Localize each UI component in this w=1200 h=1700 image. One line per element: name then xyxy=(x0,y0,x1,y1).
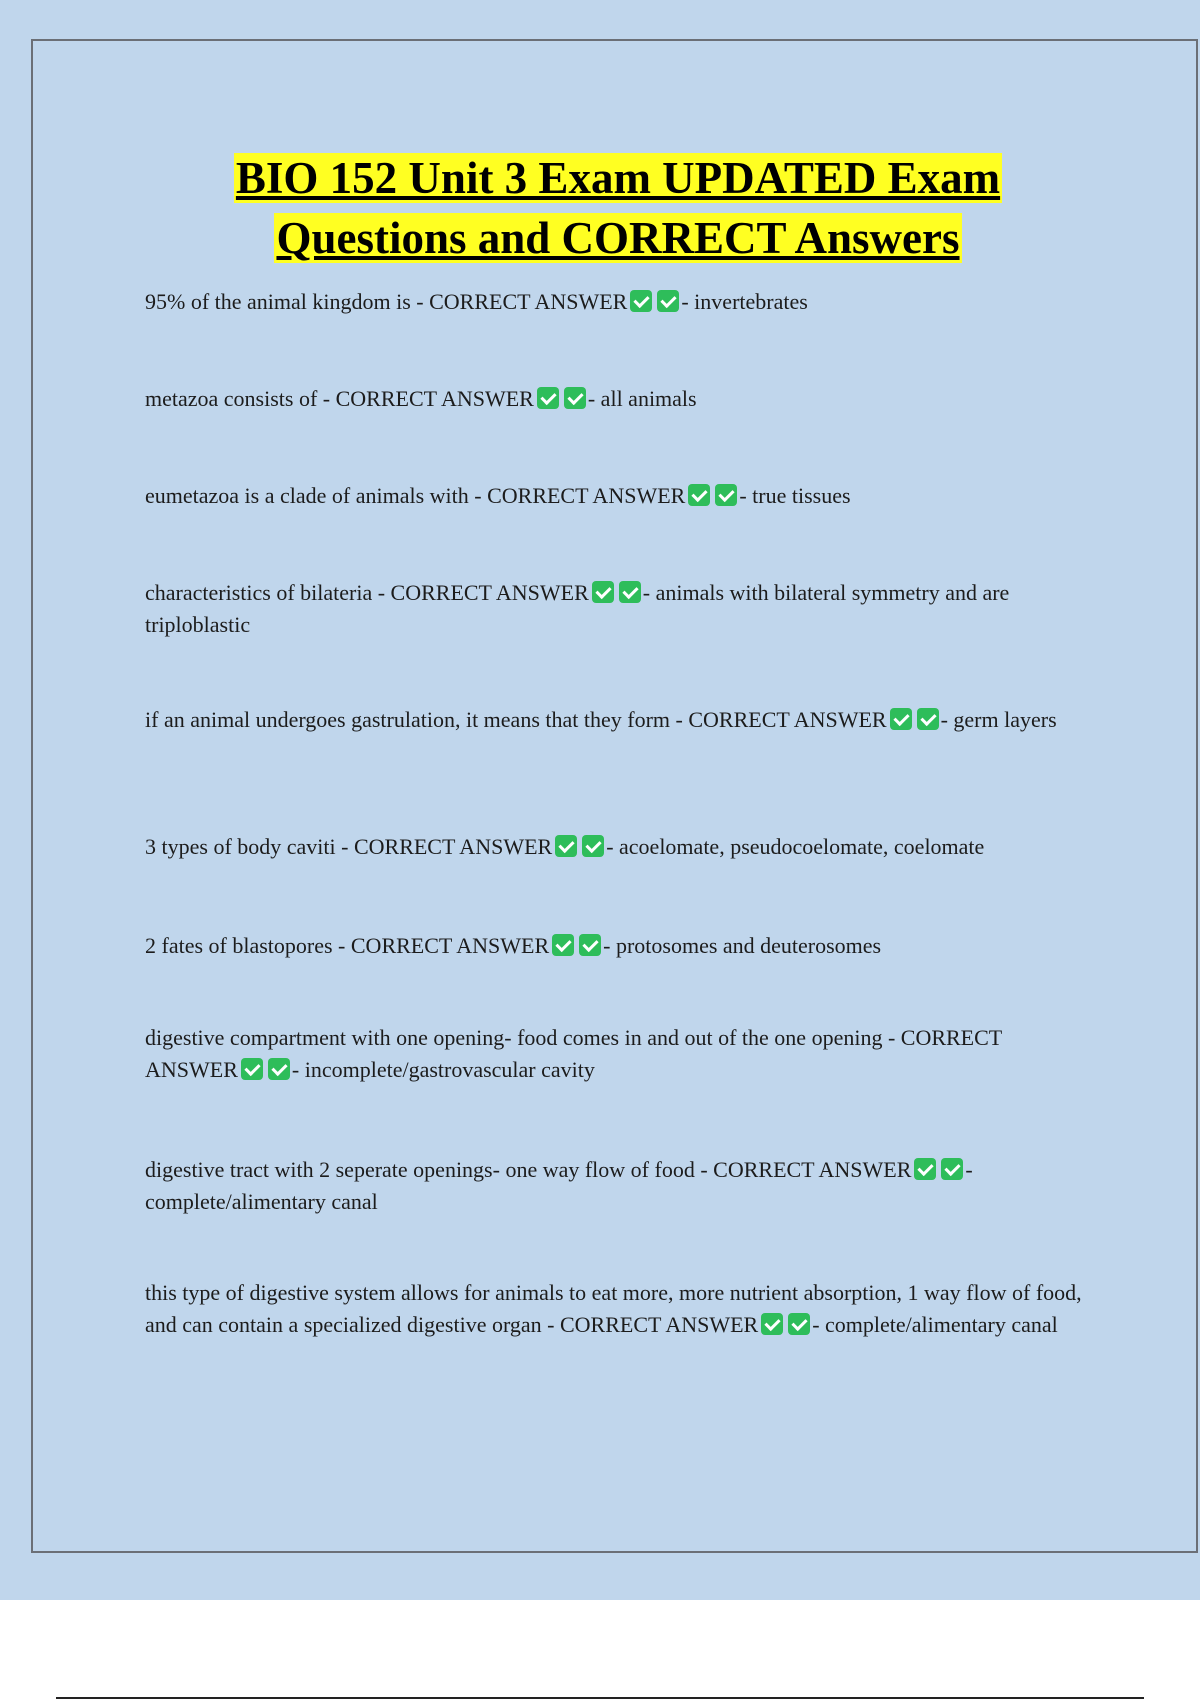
question-text: eumetazoa is a clade of animals with - CORRECT ANSWER xyxy=(145,483,686,508)
check-box-icon xyxy=(917,708,939,730)
check-box-icon xyxy=(788,1313,810,1335)
question-text: 3 types of body caviti - CORRECT ANSWER xyxy=(145,834,553,859)
check-box-icon xyxy=(537,387,559,409)
check-box-icon xyxy=(630,290,652,312)
check-box-icon xyxy=(268,1058,290,1080)
answer-text: - invertebrates xyxy=(681,289,808,314)
qa-item xyxy=(145,930,1095,962)
check-box-icon xyxy=(688,484,710,506)
title-line-2: Questions and CORRECT Answers xyxy=(276,213,960,263)
check-box-icon xyxy=(241,1058,263,1080)
question-text: digestive tract with 2 seperate openings- one way flow of food - CORRECT ANSWER xyxy=(145,1157,912,1182)
answer-text: - complete/alimentary canal xyxy=(145,1157,973,1214)
title-block xyxy=(0,148,1200,268)
answer-text: - germ layers xyxy=(940,707,1057,732)
question-text: this type of digestive system allows for animals to eat more, more nutrient absorption, 1 way flow of food, and can contain a specialized digestive organ - CORRECT ANSWER xyxy=(145,1280,1082,1337)
check-box-icon xyxy=(657,290,679,312)
question-text: if an animal undergoes gastrulation, it means that they form - CORRECT ANSWER xyxy=(145,707,887,732)
document-title xyxy=(234,148,1002,268)
qa-item xyxy=(145,1277,1095,1341)
check-box-icon xyxy=(715,484,737,506)
footer-divider xyxy=(56,1697,1144,1699)
question-text: digestive compartment with one opening- food comes in and out of the one opening - CORRECT ANSWER xyxy=(145,1025,1002,1082)
qa-item xyxy=(145,704,1095,736)
question-text: characteristics of bilateria - CORRECT ANSWER xyxy=(145,580,589,605)
qa-item xyxy=(145,1154,1095,1218)
check-box-icon xyxy=(555,835,577,857)
answer-text: - incomplete/gastrovascular cavity xyxy=(291,1057,595,1082)
qa-item xyxy=(145,286,1095,318)
title-line-1: BIO 152 Unit 3 Exam UPDATED Exam xyxy=(235,153,1001,203)
check-box-icon xyxy=(890,708,912,730)
check-box-icon xyxy=(914,1158,936,1180)
answer-text: - acoelomate, pseudocoelomate, coelomate xyxy=(606,834,985,859)
check-box-icon xyxy=(592,581,614,603)
check-box-icon xyxy=(552,934,574,956)
question-text: metazoa consists of - CORRECT ANSWER xyxy=(145,386,534,411)
qa-item xyxy=(145,383,1095,415)
check-box-icon xyxy=(941,1158,963,1180)
qa-item xyxy=(145,831,1095,863)
answer-text: - all animals xyxy=(587,386,697,411)
check-box-icon xyxy=(619,581,641,603)
question-text: 95% of the animal kingdom is - CORRECT ANSWER xyxy=(145,289,628,314)
qa-item xyxy=(145,480,1095,512)
check-box-icon xyxy=(582,835,604,857)
answer-text: - true tissues xyxy=(739,483,851,508)
answer-text: - protosomes and deuterosomes xyxy=(603,933,882,958)
check-box-icon xyxy=(761,1313,783,1335)
check-box-icon xyxy=(579,934,601,956)
qa-item xyxy=(145,1022,1095,1086)
check-box-icon xyxy=(564,387,586,409)
question-text: 2 fates of blastopores - CORRECT ANSWER xyxy=(145,933,550,958)
answer-text: - animals with bilateral symmetry and are triploblastic xyxy=(145,580,1010,637)
qa-item xyxy=(145,577,1095,641)
answer-text: - complete/alimentary canal xyxy=(812,1312,1058,1337)
